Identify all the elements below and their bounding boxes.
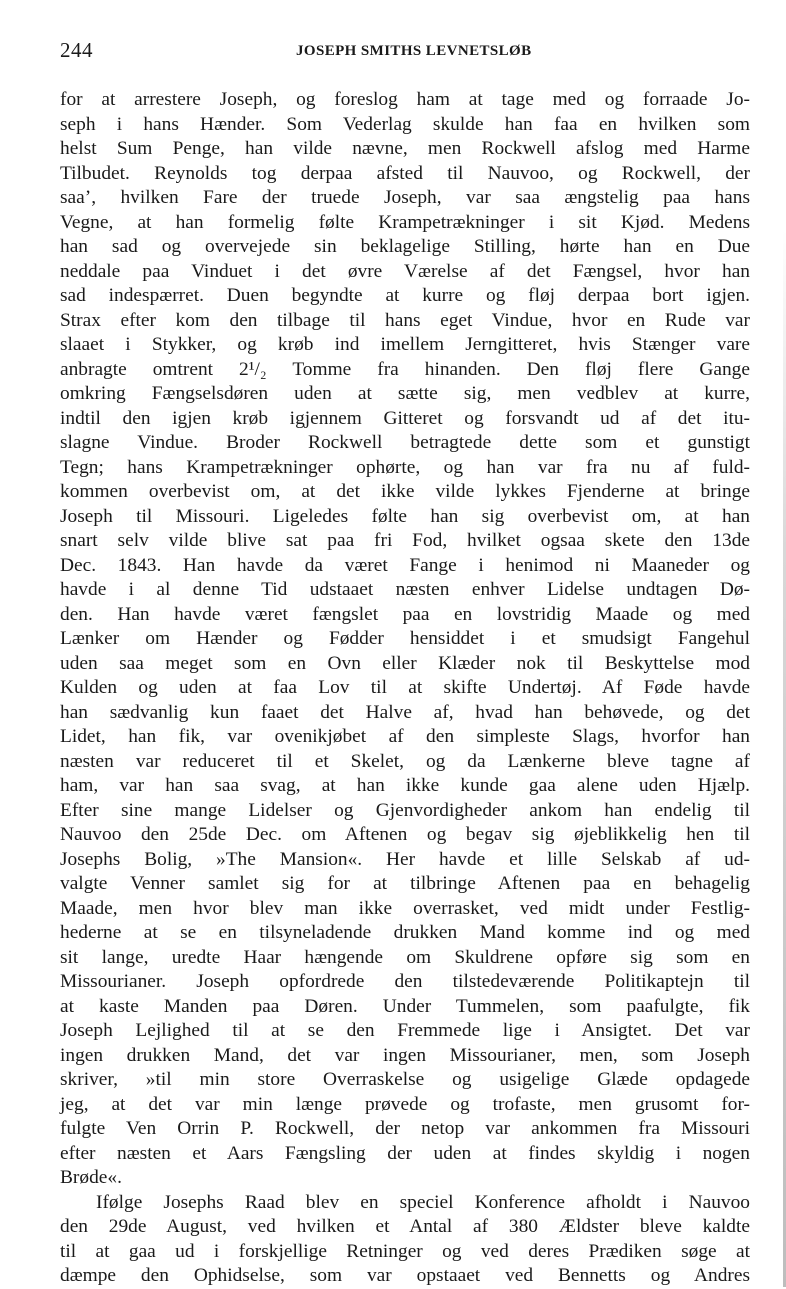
text-line: sad indespærret. Duen begyndte at kurre og fløj derpaa bort igjen. (60, 285, 750, 306)
text-line: den 29de August, ved hvilken et Antal af 380 Ældster bleve kaldte (60, 1216, 750, 1237)
text-line: slaaet i Stykker, og krøb ind imellem Jerngitteret, hvis Stænger vare (60, 334, 750, 355)
text-line: anbragte omtrent 2¹/₂ Tomme fra hinanden. Den fløj flere Gange (60, 358, 750, 380)
text-line: jeg, at det var min længe prøvede og trofaste, men grusomt for- (60, 1093, 750, 1115)
text-line: uden saa meget som en Ovn eller Klæder nok til Beskyttelse mod (60, 652, 750, 674)
text-line: fulgte Ven Orrin P. Rockwell, der netop var ankommen fra Missouri (60, 1118, 750, 1139)
text-line: sit lange, uredte Haar hængende om Skuldrene opføre sig som en (60, 946, 750, 968)
text-line: for at arrestere Joseph, og foreslog ham at tage med og forraade Jo- (60, 89, 750, 110)
text-line: indtil den igjen krøb igjennem Gitteret og forsvandt ud af det itu- (60, 407, 750, 429)
text-line: kommen overbevist om, at det ikke vilde lykkes Fjenderne at bringe (60, 481, 750, 502)
page-number: 244 (60, 38, 93, 62)
text-line: Tegn; hans Krampetrækninger ophørte, og han var fra nu af fuld- (60, 456, 750, 478)
text-line: Nauvoo den 25de Dec. om Aftenen og begav sig øjeblikkelig hen til (60, 824, 750, 845)
text-line: Dec. 1843. Han havde da været Fange i henimod ni Maaneder og (60, 554, 750, 576)
body-text (60, 88, 750, 1289)
text-line: Lidet, han fik, var ovenikjøbet af den simpleste Slags, hvorfor han (60, 726, 750, 747)
text-line: seph i hans Hænder. Som Vederlag skulde han faa en hvilken som (60, 113, 750, 135)
text-line: Ifølge Josephs Raad blev en speciel Konference afholdt i Nauvoo (96, 1191, 750, 1213)
text-line: slagne Vindue. Broder Rockwell betragtede dette som et gunstigt (60, 432, 750, 453)
text-line: Joseph til Missouri. Ligeledes følte han sig overbevist om, at han (60, 505, 750, 527)
text-line: den. Han havde været fængslet paa en lovstridig Maade og med (60, 603, 750, 625)
text-line: han sædvanlig kun faaet det Halve af, hvad han behøvede, og det (60, 701, 750, 723)
running-head (60, 38, 740, 62)
text-line: helst Sum Penge, han vilde nævne, men Rockwell afslog med Harme (60, 138, 750, 159)
text-line: Lænker om Hænder og Fødder hensiddet i et smudsigt Fangehul (60, 628, 750, 649)
text-line: dæmpe den Ophidselse, som var opstaaet ved Bennetts og Andres (60, 1265, 750, 1286)
text-line: valgte Venner samlet sig for at tilbringe Aftenen paa en behagelig (60, 873, 750, 894)
text-line: omkring Fængselsdøren uden at sætte sig, men vedblev at kurre, (60, 383, 750, 404)
text-line: ham, var han saa svag, at han ikke kunde gaa alene uden Hjælp. (60, 775, 750, 796)
text-line: hederne at se en tilsyneladende drukken Mand komme ind og med (60, 922, 750, 943)
text-line: Brøde«. (60, 1167, 122, 1188)
text-line: Missourianer. Joseph opfordrede den tilstedeværende Politikaptejn til (60, 971, 750, 992)
text-line: Strax efter kom den tilbage til hans eget Vindue, hvor en Rude var (60, 309, 750, 331)
text-line: Efter sine mange Lidelser og Gjenvordigheder ankom han endelig til (60, 799, 750, 821)
text-line: Josephs Bolig, »The Mansion«. Her havde et lille Selskab af ud- (60, 848, 750, 870)
text-line: næsten var reduceret til et Skelet, og da Lænkerne bleve tagne af (60, 750, 750, 772)
text-line: han sad og overvejede sin beklagelige Stilling, hørte han en Due (60, 236, 750, 257)
text-line: skriver, »til min store Overraskelse og usigelige Glæde opdagede (60, 1069, 750, 1090)
text-line: Maade, men hvor blev man ikke overrasket, ved midt under Festlig- (60, 897, 750, 919)
text-line: neddale paa Vinduet i det øvre Værelse af det Fængsel, hvor han (60, 260, 750, 282)
text-line: til at gaa ud i forskjellige Retninger og ved deres Prædiken søge at (60, 1240, 750, 1262)
running-title: JOSEPH SMITHS LEVNETSLØB (296, 43, 532, 59)
text-line: efter næsten et Aars Fængsling der uden at findes skyldig i nogen (60, 1142, 750, 1164)
text-line: Vegne, at han formelig følte Krampetrækninger i sit Kjød. Medens (60, 211, 750, 233)
text-line: Tilbudet. Reynolds tog derpaa afsted til Nauvoo, og Rockwell, der (60, 162, 750, 184)
text-line: saa’, hvilken Fare der truede Joseph, var saa ængstelig paa hans (60, 187, 750, 208)
text-line: at kaste Manden paa Døren. Under Tummelen, som paafulgte, fik (60, 995, 750, 1017)
text-line: snart selv vilde blive sat paa fri Fod, hvilket ogsaa skete den 13de (60, 530, 750, 551)
text-line: ingen drukken Mand, det var ingen Missourianer, men, som Joseph (60, 1044, 750, 1066)
text-line: Joseph Lejlighed til at se den Fremmede lige i Ansigtet. Det var (60, 1020, 750, 1041)
text-line: Kulden og uden at faa Lov til at skifte Undertøj. Af Føde havde (60, 677, 750, 698)
text-line: havde i al denne Tid udstaaet næsten enhver Lidelse undtagen Dø- (60, 579, 750, 600)
